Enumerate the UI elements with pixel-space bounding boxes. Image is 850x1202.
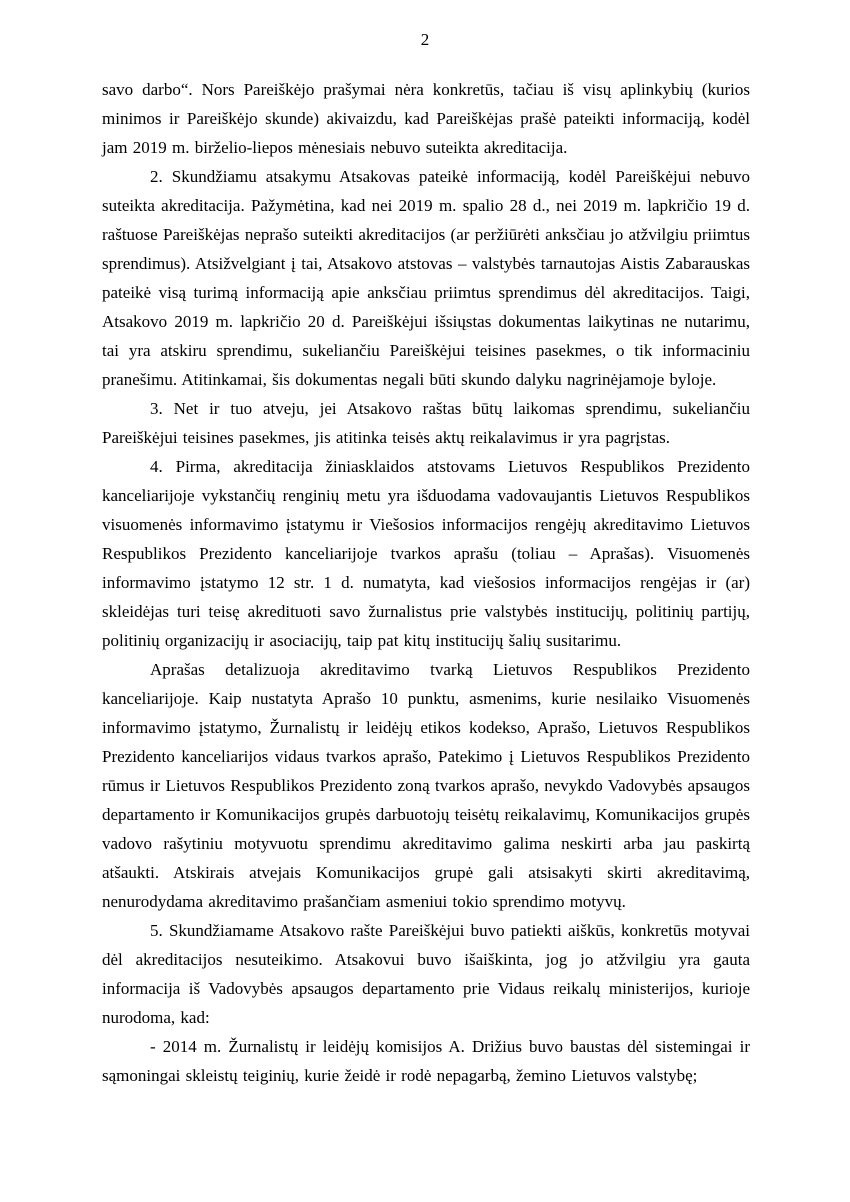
paragraph: 2. Skundžiamu atsakymu Atsakovas pateikė informaciją, kodėl Pareiškėjui nebuvo suteikta akreditacija. Pažymėtina, kad nei 2019 m. spalio 28 d., nei 2019 m. lapkričio 19 d. raštuose Pareiškėjas neprašo suteikti akreditacijos (ar peržiūrėti anksčiau jo atžvilgiu priimtus sprendimus). Atsižvelgiant į tai, Atsakovo atstovas – valstybės tarnautojas Aistis Zabarauskas pateikė visą turimą informaciją apie anksčiau priimtus sprendimus dėl akreditacijos. Taigi, Atsakovo 2019 m. lapkričio 20 d. Pareiškėjui išsiųstas dokumentas laikytinas ne nutarimu, tai yra atskiru sprendimu, sukeliančiu Pareiškėjui teisines pasekmes, o tik informaciniu pranešimu. Atitinkamai, šis dokumentas negali būti skundo dalyku nagrinėjamoje byloje.	[102, 167, 750, 389]
page-number: 2	[420, 30, 430, 49]
paragraph: 5. Skundžiamame Atsakovo rašte Pareiškėjui buvo patiekti aiškūs, konkretūs motyvai dėl akreditacijos nesuteikimo. Atsakovui buvo išaiškinta, jog jo atžvilgiu yra gauta informacija iš Vadovybės apsaugos departamento prie Vidaus reikalų ministerijos, kurioje nurodoma, kad:	[102, 921, 750, 1027]
paragraph-list-item: - 2014 m. Žurnalistų ir leidėjų komisijos A. Drižius buvo baustas dėl sistemingai ir sąmoningai skleistų teiginių, kurie žeidė ir rodė nepagarbą, žemino Lietuvos valstybę;	[102, 1037, 750, 1085]
paragraph: 3. Net ir tuo atveju, jei Atsakovo raštas būtų laikomas sprendimu, sukeliančiu Pareiškėjui teisines pasekmes, jis atitinka teisės aktų reikalavimus ir yra pagrįstas.	[102, 399, 750, 447]
document-body	[102, 75, 750, 1090]
paragraph: Aprašas detalizuoja akreditavimo tvarką Lietuvos Respublikos Prezidento kanceliarijoje. Kaip nustatyta Aprašo 10 punktu, asmenims, kurie nesilaiko Visuomenės informavimo įstatymo, Žurnalistų ir leidėjų etikos kodekso, Aprašo, Lietuvos Respublikos Prezidento kanceliarijos vidaus tvarkos aprašo, Patekimo į Lietuvos Respublikos Prezidento rūmus ir Lietuvos Respublikos Prezidento zoną tvarkos aprašo, nevykdo Vadovybės apsaugos departamento ir Komunikacijos grupės darbuotojų teisėtų reikalavimų, Komunikacijos grupės vadovo rašytiniu motyvuotu sprendimu akreditavimo galima neskirti arba jau paskirtą atšaukti. Atskirais atvejais Komunikacijos grupė gali atsisakyti skirti akreditavimą, nenurodydama akreditavimo prašančiam asmeniui tokio sprendimo motyvų.	[102, 660, 750, 911]
paragraph: 4. Pirma, akreditacija žiniasklaidos atstovams Lietuvos Respublikos Prezidento kanceliarijoje vykstančių renginių metu yra išduodama vadovaujantis Lietuvos Respublikos visuomenės informavimo įstatymu ir Viešosios informacijos rengėjų akreditavimo Lietuvos Respublikos Prezidento kanceliarijoje tvarkos aprašu (toliau – Aprašas). Visuomenės informavimo įstatymo 12 str. 1 d. numatyta, kad viešosios informacijos rengėjas ir (ar) skleidėjas turi teisę akredituoti savo žurnalistus prie valstybės institucijų, politinių partijų, politinių organizacijų ir asociacijų, taip pat kitų institucijų šalių susitarimu.	[102, 457, 750, 650]
paragraph: savo darbo“. Nors Pareiškėjo prašymai nėra konkretūs, tačiau iš visų aplinkybių (kurios minimos ir Pareiškėjo skunde) akivaizdu, kad Pareiškėjas prašė pateikti informaciją, kodėl jam 2019 m. birželio-liepos mėnesiais nebuvo suteikta akreditacija.	[102, 80, 750, 157]
